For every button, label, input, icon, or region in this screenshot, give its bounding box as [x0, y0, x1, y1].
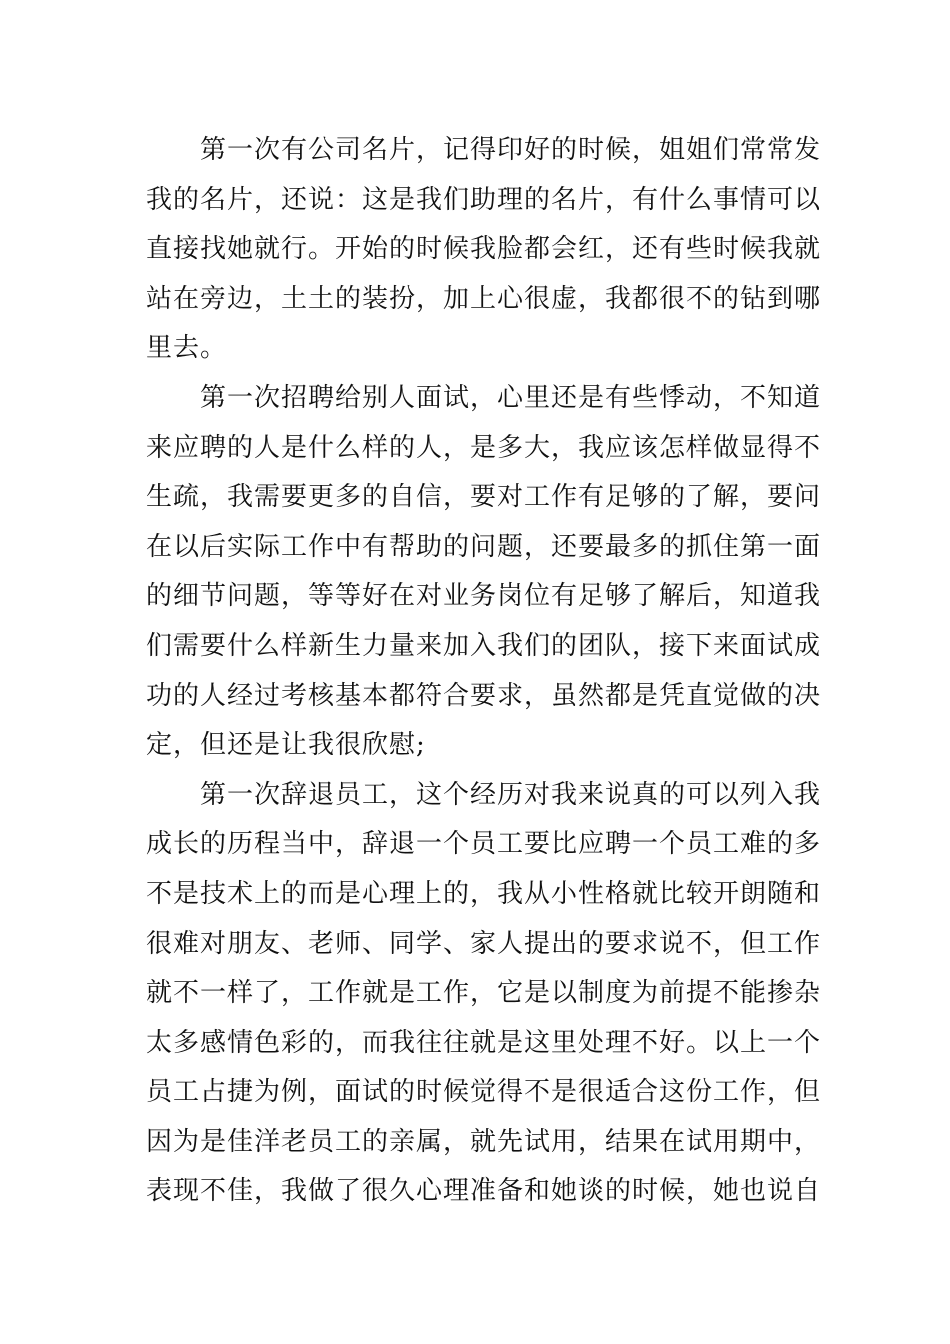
- text-line: 我的名片，还说：这是我们助理的名片，有什么事情可以: [146, 184, 822, 215]
- document-body: [146, 126, 822, 1217]
- paragraph-interview: [146, 374, 822, 771]
- text-line: 成长的历程当中，辞退一个员工要比应聘一个员工难的多: [146, 829, 822, 860]
- paragraph-business-card: [146, 126, 822, 374]
- text-line: 们需要什么样新生力量来加入我们的团队，接下来面试成: [146, 630, 822, 661]
- text-line: 不是技术上的而是心理上的，我从小性格就比较开朗随和: [146, 878, 822, 909]
- text-line: 员工占捷为例，面试的时候觉得不是很适合这份工作，但: [146, 1077, 822, 1108]
- text-line: 第一次辞退员工，这个经历对我来说真的可以列入我: [200, 779, 822, 810]
- text-line: 第一次招聘给别人面试，心里还是有些悸动，不知道: [200, 382, 822, 413]
- text-line: 定，但还是让我很欣慰;: [146, 730, 426, 761]
- text-line: 的细节问题，等等好在对业务岗位有足够了解后，知道我: [146, 581, 822, 612]
- text-line: 在以后实际工作中有帮助的问题，还要最多的抓住第一面: [146, 531, 822, 562]
- text-line: 生疏，我需要更多的自信，要对工作有足够的了解，要问: [146, 482, 822, 513]
- text-line: 很难对朋友、老师、同学、家人提出的要求说不，但工作: [146, 928, 822, 959]
- text-line: 来应聘的人是什么样的人，是多大，我应该怎样做显得不: [146, 432, 822, 463]
- text-line: 里去。: [146, 333, 228, 364]
- text-line: 功的人经过考核基本都符合要求，虽然都是凭直觉做的决: [146, 680, 822, 711]
- text-line: 第一次有公司名片，记得印好的时候，姐姐们常常发: [200, 135, 822, 165]
- text-line: 就不一样了，工作就是工作，它是以制度为前提不能掺杂: [146, 978, 822, 1009]
- text-line: 表现不佳，我做了很久心理准备和她谈的时候，她也说自: [146, 1176, 822, 1207]
- text-line: 站在旁边，土土的装扮，加上心很虚，我都很不的钻到哪: [146, 283, 822, 314]
- text-line: 太多感情色彩的，而我往往就是这里处理不好。以上一个: [146, 1027, 822, 1058]
- paragraph-dismissal: [146, 771, 822, 1217]
- text-line: 直接找她就行。开始的时候我脸都会红，还有些时候我就: [146, 234, 822, 265]
- text-line: 因为是佳洋老员工的亲属，就先试用，结果在试用期中，: [146, 1126, 822, 1157]
